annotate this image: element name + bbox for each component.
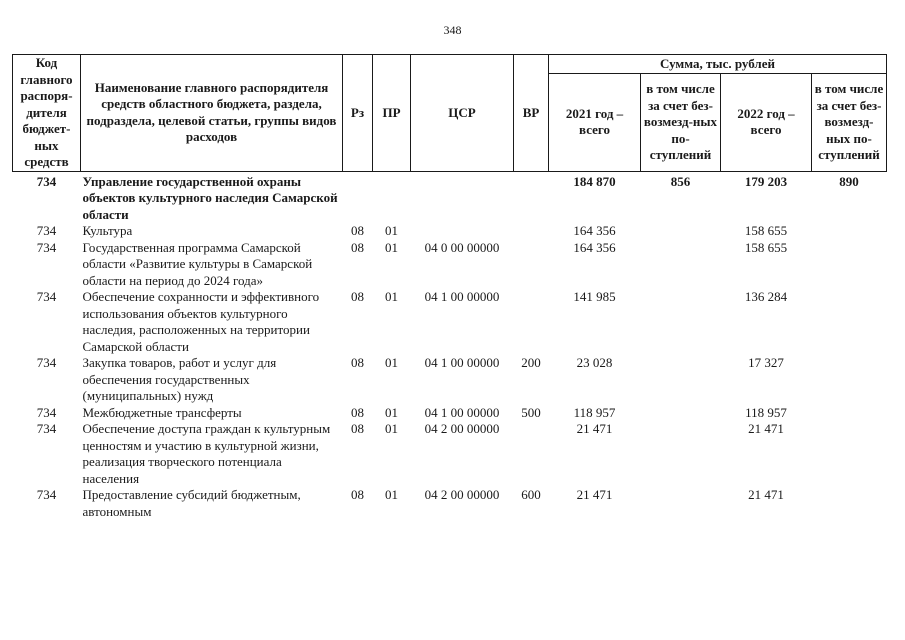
cell-rz: 08 — [351, 239, 364, 255]
cell-name: Государственная программа Самарской области «Развитие культуры в Самарской области на период до 2024 года» — [82, 239, 313, 288]
page-number: 348 — [443, 23, 462, 37]
table-row — [13, 289, 887, 355]
cell-rz — [343, 171, 373, 223]
header-rz: Рз — [343, 55, 373, 172]
cell-name: Закупка товаров, работ и услуг для обеспечения государственных (муниципальных) нужд — [82, 355, 277, 403]
header-2022-free: в том числе за счет без-возмезд-ных по-ступлений — [812, 74, 887, 172]
cell-name: Культура — [82, 223, 133, 238]
cell-pr: 01 — [385, 404, 398, 420]
cell-2022-total: 136 284 — [744, 289, 788, 304]
cell-pr: 01 — [385, 239, 398, 255]
table-row — [13, 487, 887, 520]
cell-csr — [411, 171, 514, 223]
cell-2021-total: 21 471 — [576, 421, 613, 436]
cell-2022-total: 158 655 — [744, 223, 788, 238]
cell-code: 734 — [36, 239, 57, 255]
table-row — [13, 355, 887, 405]
cell-vr — [514, 289, 549, 355]
table-body — [13, 171, 887, 520]
budget-table — [12, 54, 887, 520]
cell-2021-free — [641, 487, 721, 520]
cell-vr — [514, 223, 549, 240]
cell-2021-free: 856 — [670, 173, 691, 189]
cell-2021-total: 118 957 — [573, 404, 616, 420]
header-2021-free: в том числе за счет без-возмезд-ных по-ступлений — [641, 74, 721, 172]
cell-pr: 01 — [385, 289, 398, 304]
cell-2022-free — [812, 223, 887, 240]
cell-csr — [411, 223, 514, 240]
cell-2021-total: 23 028 — [576, 355, 613, 370]
cell-rz: 08 — [351, 487, 364, 502]
cell-name: Предоставление субсидий бюджетным, автономным — [82, 487, 301, 519]
cell-2022-total: 179 203 — [744, 173, 788, 189]
cell-2021-total: 164 356 — [573, 223, 616, 238]
cell-2021-free — [641, 289, 721, 355]
cell-pr: 01 — [385, 421, 398, 436]
cell-2022-total: 118 957 — [745, 404, 787, 420]
cell-2022-free — [812, 289, 887, 355]
header-csr: ЦСР — [411, 55, 514, 172]
cell-code: 734 — [36, 173, 57, 189]
cell-pr: 01 — [385, 487, 398, 502]
cell-vr: 500 — [521, 404, 541, 420]
cell-rz: 08 — [351, 355, 364, 370]
cell-rz: 08 — [351, 289, 364, 304]
cell-rz: 08 — [351, 404, 364, 420]
header-sum-title: Сумма, тыс. рублей — [549, 55, 887, 74]
cell-2022-free — [812, 487, 887, 520]
table-row — [13, 240, 887, 290]
cell-2022-free: 890 — [839, 173, 859, 189]
header-code: Код главного распоря-дителя бюджет-ных средств — [13, 55, 81, 172]
cell-2022-free — [812, 421, 887, 487]
cell-vr: 200 — [521, 355, 541, 370]
header-2022-total: 2022 год – всего — [721, 74, 812, 172]
cell-2021-total: 21 471 — [576, 487, 613, 502]
cell-2021-total: 141 985 — [573, 289, 616, 304]
cell-csr: 04 2 00 00000 — [424, 421, 500, 436]
cell-2021-free — [641, 355, 721, 405]
cell-csr: 04 0 00 00000 — [424, 239, 500, 255]
cell-2021-total: 164 356 — [573, 239, 616, 255]
cell-2022-total: 21 471 — [748, 421, 784, 436]
cell-code: 734 — [36, 404, 57, 420]
table-row — [13, 421, 887, 487]
header-name: Наименование главного распорядителя средств областного бюджета, раздела, подраздела, целевой статьи, группы видов расходов — [81, 55, 343, 172]
cell-2021-free — [641, 421, 721, 487]
cell-name: Обеспечение сохранности и эффективного использования объектов культурного наследия, расположенных на территории Самарской области — [82, 289, 320, 354]
cell-2021-free — [641, 223, 721, 240]
cell-2022-total: 158 655 — [744, 239, 788, 255]
cell-2021-free — [641, 240, 721, 290]
cell-2022-free — [812, 355, 887, 405]
cell-code: 734 — [36, 223, 57, 238]
cell-code: 734 — [36, 421, 57, 436]
cell-code: 734 — [36, 487, 57, 502]
cell-2022-total: 21 471 — [748, 487, 784, 502]
cell-vr — [514, 240, 549, 290]
cell-vr: 600 — [521, 487, 541, 502]
cell-2021-total: 184 870 — [573, 173, 616, 189]
cell-pr: 01 — [385, 355, 398, 370]
cell-csr: 04 1 00 00000 — [424, 289, 500, 304]
table-header — [13, 55, 887, 172]
cell-2022-total: 17 327 — [748, 355, 784, 370]
cell-rz: 08 — [351, 223, 364, 238]
cell-code: 734 — [36, 289, 57, 304]
cell-csr: 04 2 00 00000 — [424, 487, 500, 502]
cell-2022-free — [812, 405, 887, 422]
cell-pr — [373, 171, 411, 223]
cell-name: Обеспечение доступа граждан к культурным ценностям и участию в культурной жизни, реализация творческого потенциала населения — [82, 421, 331, 486]
cell-name: Управление государственной охраны объектов культурного наследия Самарской области — [82, 173, 338, 222]
cell-vr — [514, 421, 549, 487]
cell-vr — [514, 171, 549, 223]
cell-pr: 01 — [385, 223, 398, 238]
table-row — [13, 405, 887, 422]
table-row — [13, 171, 887, 223]
header-2021-total: 2021 год – всего — [549, 74, 641, 172]
cell-csr: 04 1 00 00000 — [424, 404, 500, 420]
cell-rz: 08 — [351, 421, 364, 436]
table-row — [13, 223, 887, 240]
header-pr: ПР — [373, 55, 411, 172]
cell-csr: 04 1 00 00000 — [424, 355, 500, 370]
cell-code: 734 — [36, 355, 57, 370]
cell-name: Межбюджетные трансферты — [82, 404, 242, 420]
cell-2022-free — [812, 240, 887, 290]
header-vr: ВР — [514, 55, 549, 172]
cell-2021-free — [641, 405, 721, 422]
